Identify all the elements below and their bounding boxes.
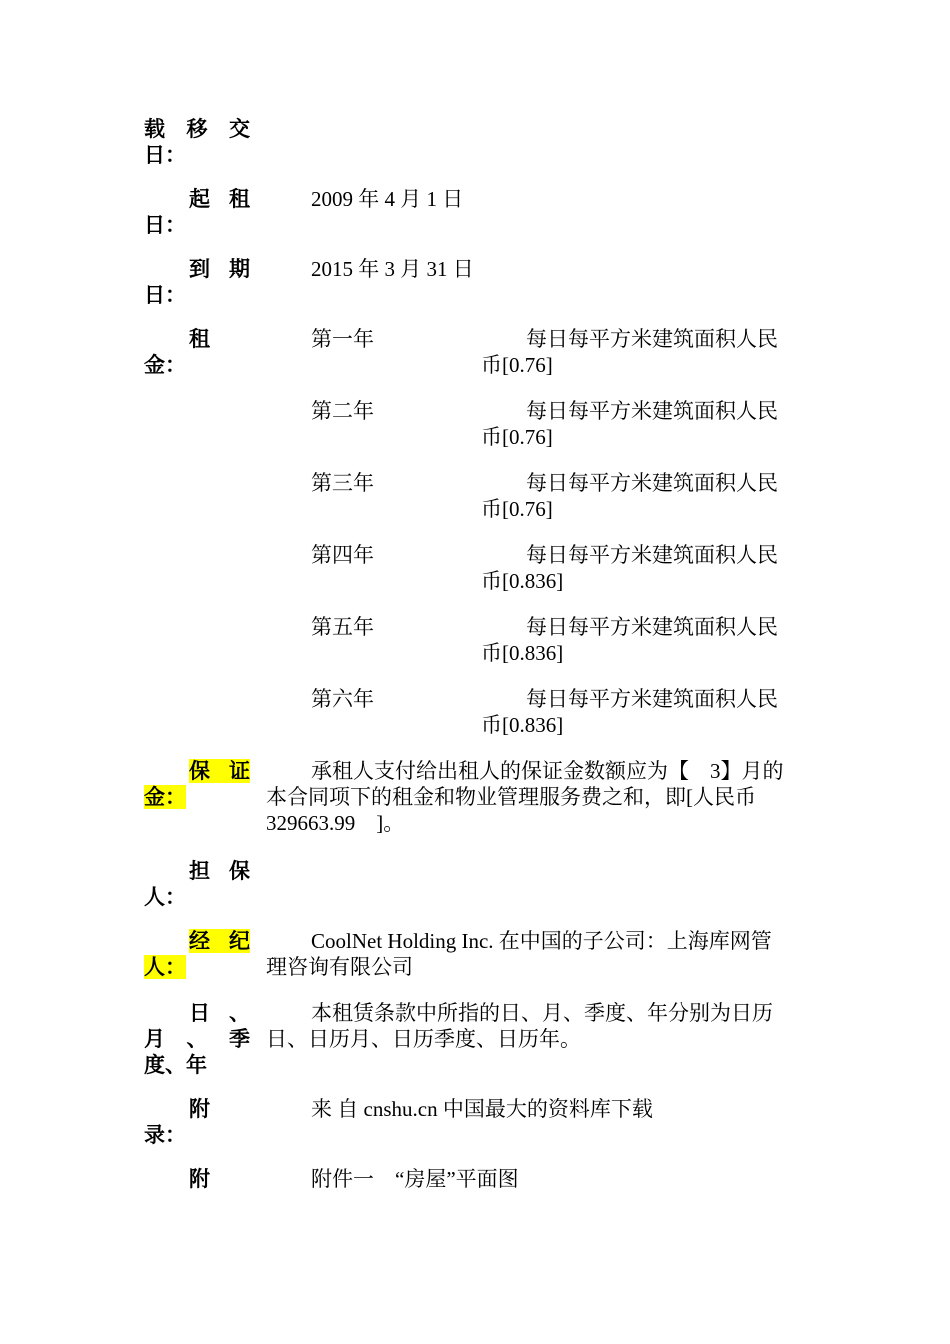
rent-year-amount: 币[0.76] <box>481 425 553 449</box>
rent-label: 租 金： <box>144 327 210 377</box>
rent-year-desc: 每日每平方米建筑面积人民 <box>526 615 778 639</box>
rent-year-amount: 币[0.836] <box>481 713 564 737</box>
appendix-value: 来 自 cnshu.cn 中国最大的资料库下载 <box>311 1097 653 1121</box>
rent-year-amount: 币[0.76] <box>481 497 553 521</box>
rent-year-label: 第五年 <box>311 615 374 639</box>
periods-label: 日 、 月 、 季 度、年 <box>144 1001 250 1077</box>
rent-year-desc: 每日每平方米建筑面积人民 <box>526 327 778 351</box>
periods-line: 日、日历月、日历季度、日历年。 <box>266 1027 581 1051</box>
rent-year-label: 第三年 <box>311 471 374 495</box>
appendix-label: 附 录： <box>144 1097 210 1147</box>
broker-line: CoolNet Holding Inc. 在中国的子公司：上海库网管 <box>311 929 772 953</box>
deposit-line: 329663.99 ]。 <box>266 811 405 835</box>
rent-year-amount: 币[0.76] <box>481 353 553 377</box>
broker-line: 理咨询有限公司 <box>266 955 413 979</box>
guarantor-label: 担 保 人： <box>144 859 250 909</box>
rent-year-label: 第四年 <box>311 543 374 567</box>
deposit-label: 保 证 金： <box>144 759 250 809</box>
expiry-date-value: 2015 年 3 月 31 日 <box>311 257 474 281</box>
rent-year-label: 第一年 <box>311 327 374 351</box>
rent-year-desc: 每日每平方米建筑面积人民 <box>526 471 778 495</box>
broker-label: 经 纪 人： <box>144 929 250 979</box>
rent-year-amount: 币[0.836] <box>481 569 564 593</box>
rent-year-desc: 每日每平方米建筑面积人民 <box>526 687 778 711</box>
deposit-line: 承租人支付给出租人的保证金数额应为【 3】月的 <box>311 759 784 783</box>
expiry-date-label: 到 期 日： <box>144 257 250 307</box>
attachment-value: 附件一 “房屋”平面图 <box>311 1167 519 1191</box>
rent-year-amount: 币[0.836] <box>481 641 564 665</box>
start-date-label: 起 租 日： <box>144 187 250 237</box>
handover-date-label: 载 移 交 日： <box>144 117 250 167</box>
deposit-line: 本合同项下的租金和物业管理服务费之和，即[人民币 <box>266 785 756 809</box>
attachment-label: 附 <box>189 1167 210 1191</box>
rent-year-label: 第二年 <box>311 399 374 423</box>
rent-year-label: 第六年 <box>311 687 374 711</box>
periods-line: 本租赁条款中所指的日、月、季度、年分别为日历 <box>311 1001 773 1025</box>
rent-year-desc: 每日每平方米建筑面积人民 <box>526 543 778 567</box>
rent-year-desc: 每日每平方米建筑面积人民 <box>526 399 778 423</box>
start-date-value: 2009 年 4 月 1 日 <box>311 187 464 211</box>
